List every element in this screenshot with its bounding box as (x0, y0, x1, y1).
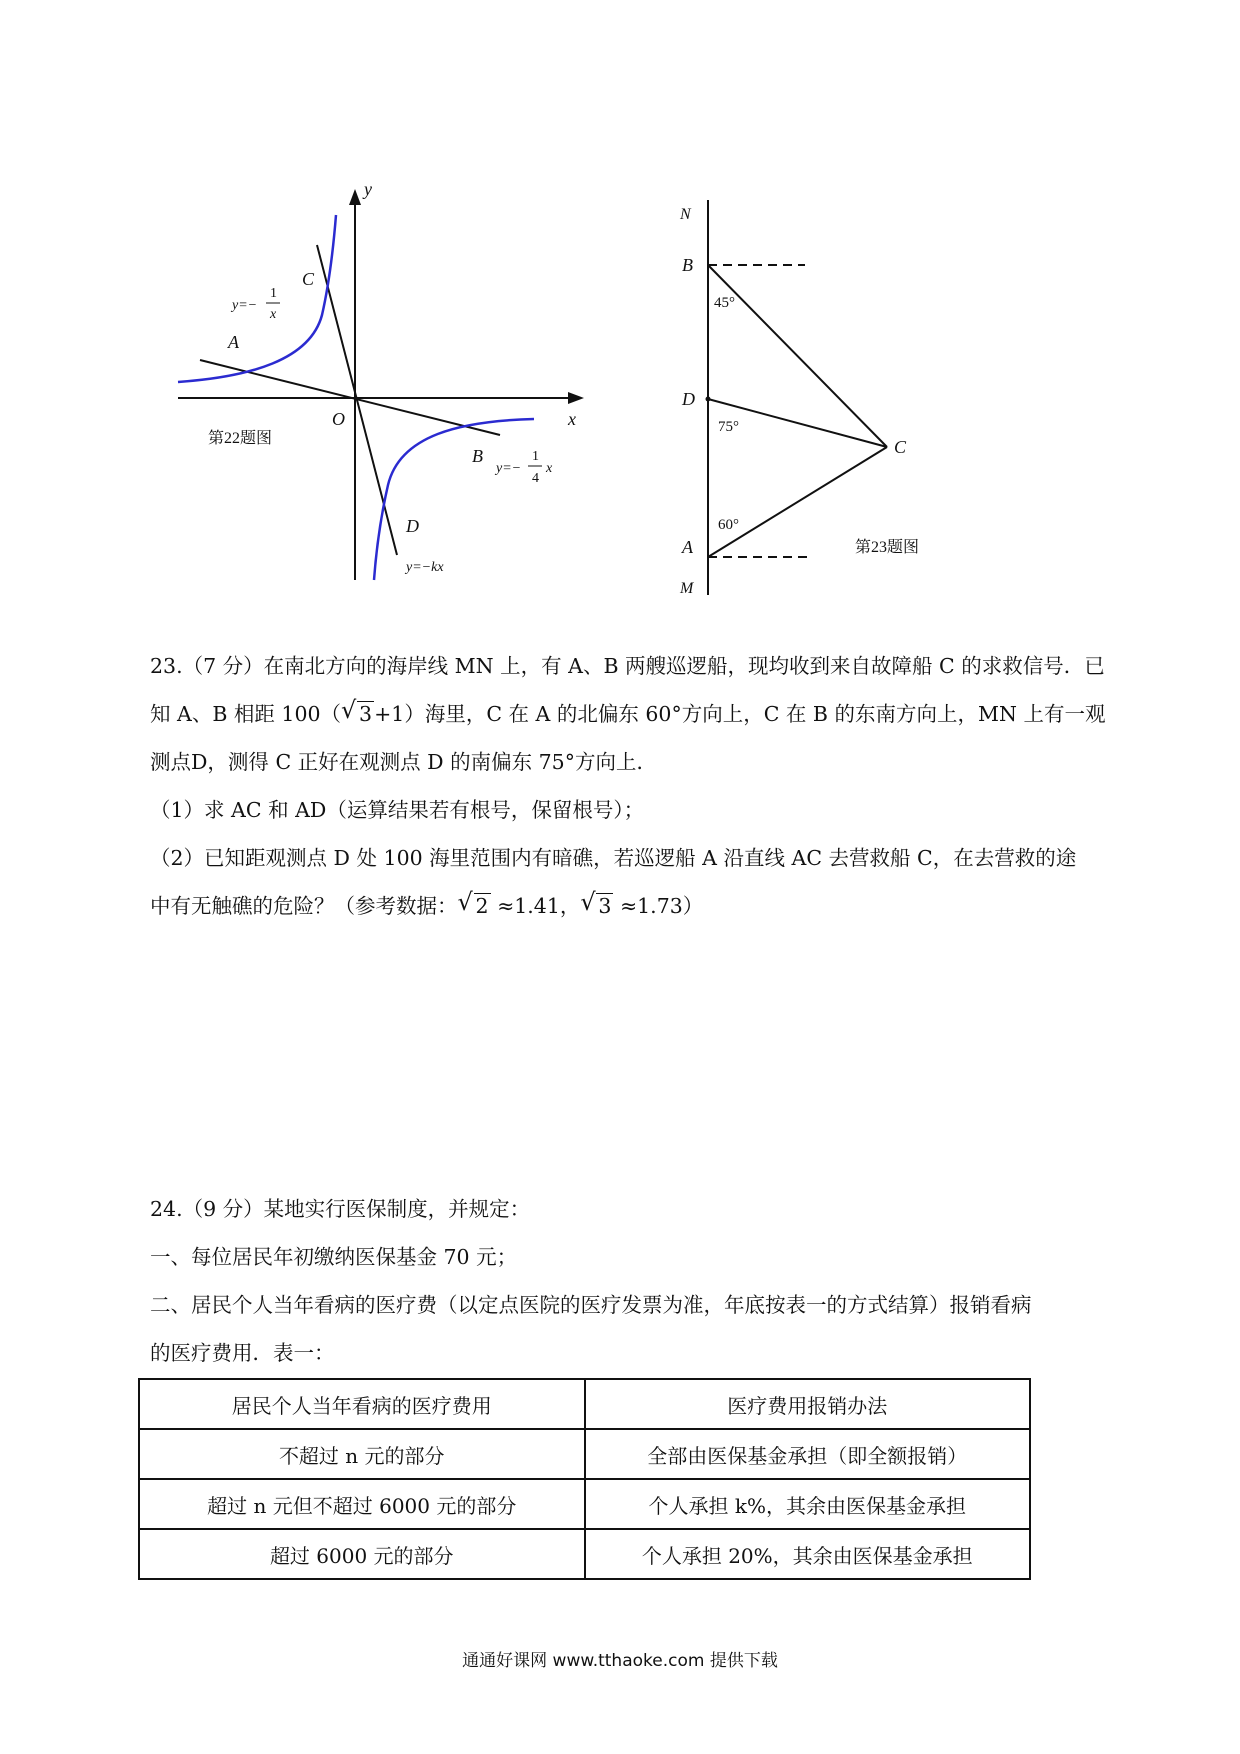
label-a: A (682, 537, 693, 557)
q23-line-2a: 知 A、B 相距 100（ (150, 702, 342, 726)
line2-eq: y=−kx (406, 560, 444, 575)
y-axis-arrow (349, 189, 361, 205)
axis-y-label: y (364, 185, 372, 199)
q23-line-6 (150, 882, 1110, 930)
point-d-label: D (406, 516, 419, 536)
label-b: B (682, 255, 693, 275)
table-cell: 不超过 n 元的部分 (139, 1429, 585, 1479)
sqrt-symbol (343, 690, 374, 738)
angle-a: 60° (718, 517, 739, 533)
q24-line-4: 的医疗费用．表一： (150, 1341, 335, 1365)
hyperbola-branch-lower (374, 419, 534, 580)
table-row (139, 1529, 1030, 1579)
x-axis-arrow (568, 392, 584, 404)
table-cell: 个人承担 20%，其余由医保基金承担 (585, 1529, 1031, 1579)
q23-line-6a: 中有无触礁的危险？（参考数据： (150, 894, 458, 918)
sqrt2-symbol (460, 882, 491, 930)
figure-23-caption: 第23题图 (855, 539, 920, 556)
reimbursement-table (138, 1378, 1031, 1580)
origin-label: O (332, 409, 345, 429)
figure-23 (660, 195, 960, 615)
point-d-dot (706, 397, 711, 402)
q23-part-1: （1）求 AC 和 AD（运算结果若有根号，保留根号）； (150, 798, 645, 822)
line1-eq-left: y=− (496, 461, 522, 476)
page-footer: 通通好课网 www.tthaoke.com 提供下载 (462, 1651, 778, 1671)
sqrt2-radicand: 2 (475, 894, 489, 918)
question-23 (150, 642, 1110, 930)
table-header-cell: 居民个人当年看病的医疗费用 (139, 1379, 585, 1429)
table-cell: 超过 6000 元的部分 (139, 1529, 585, 1579)
table-row (139, 1479, 1030, 1529)
sqrt3-symbol (582, 882, 613, 930)
q24-line-1: 24.（9 分）某地实行医保制度，并规定： (150, 1197, 531, 1221)
figure-22-caption: 第22题图 (208, 430, 273, 447)
sqrt3-radicand: 3 (598, 894, 612, 918)
figure-22 (170, 185, 600, 585)
angle-d: 75° (718, 419, 739, 435)
q23-line-6b: ≈1.41， (490, 894, 581, 918)
point-c-label: C (302, 269, 315, 289)
q23-line-2 (150, 690, 1110, 738)
q23-line-3: 测点D，测得 C 正好在观测点 D 的南偏东 75°方向上． (150, 750, 657, 774)
hyperbola-eq-left: y=− (232, 298, 258, 313)
q23-line-1: 23.（7 分）在南北方向的海岸线 MN 上，有 A、B 两艘巡逻船，现均收到来自故障船 C 的求救信号．已 (150, 654, 1105, 678)
hyperbola-eq-num: 1 (270, 286, 277, 301)
q23-line-2b: +1）海里，C 在 A 的北偏东 60°方向上，C 在 B 的东南方向上，MN 上有一观 (374, 702, 1106, 726)
table-cell: 个人承担 k%，其余由医保基金承担 (585, 1479, 1031, 1529)
table-header-row (139, 1379, 1030, 1429)
table-cell: 全部由医保基金承担（即全额报销） (585, 1429, 1031, 1479)
line1-eq-num: 1 (532, 449, 539, 464)
line-k (317, 245, 397, 555)
hyperbola-eq-den: x (270, 307, 277, 322)
q24-line-3: 二、居民个人当年看病的医疗费（以定点医院的医疗发票为准，年底按表一的方式结算）报销看病 (150, 1293, 1032, 1317)
table-cell: 超过 n 元但不超过 6000 元的部分 (139, 1479, 585, 1529)
label-n: N (680, 206, 691, 223)
label-c: C (894, 437, 907, 457)
point-a-label: A (228, 332, 239, 352)
angle-b: 45° (714, 295, 735, 311)
line1-eq-right: x (546, 461, 553, 476)
q24-line-2: 一、每位居民年初缴纳医保基金 70 元； (150, 1245, 518, 1269)
label-d: D (682, 389, 695, 409)
q23-line-6c: ≈1.73） (613, 894, 704, 918)
label-m: M (680, 580, 694, 597)
table-header-cell: 医疗费用报销办法 (585, 1379, 1031, 1429)
point-b-label: B (472, 446, 483, 466)
question-24 (150, 1185, 1110, 1377)
table-row (139, 1429, 1030, 1479)
q23-part-2: （2）已知距观测点 D 处 100 海里范围内有暗礁，若巡逻船 A 沿直线 AC 去营救船 C，在去营救的途 (150, 846, 1077, 870)
line1-eq-den: 4 (532, 471, 539, 486)
axis-x-label: x (568, 409, 576, 429)
sqrt-radicand: 3 (359, 702, 373, 726)
